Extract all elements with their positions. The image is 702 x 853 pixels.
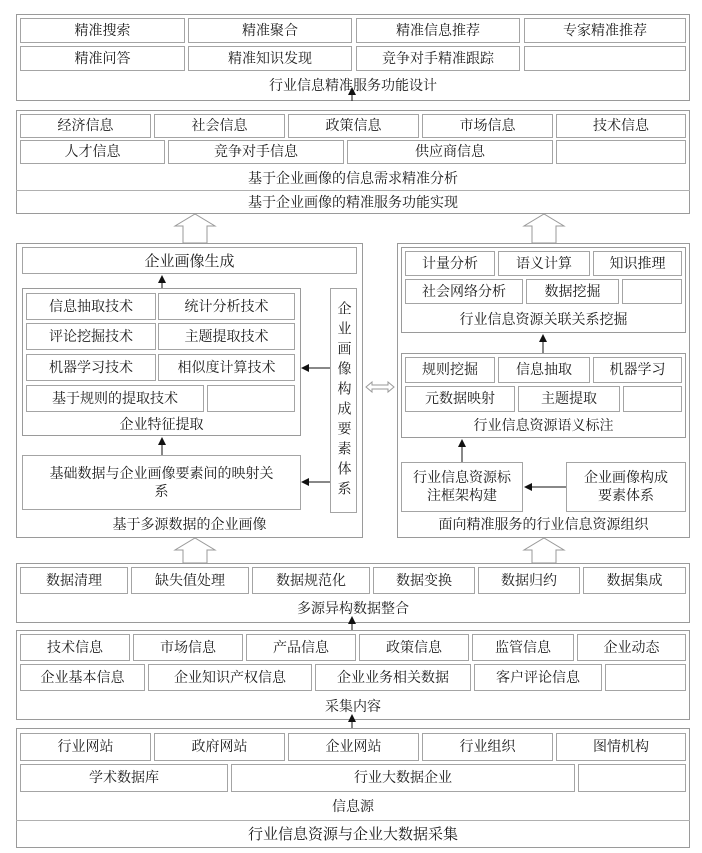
collect-policy-info: 政策信息 xyxy=(359,634,469,661)
annotation-machine-learning: 机器学习 xyxy=(593,357,682,383)
collect-technology-info: 技术信息 xyxy=(20,634,130,661)
source-academic-database: 学术数据库 xyxy=(20,764,228,792)
annotation-framework-construction: 行业信息资源标注框架构建 xyxy=(401,462,523,512)
collect-product-info: 产品信息 xyxy=(246,634,356,661)
fd-item-precise-qa: 精准问答 xyxy=(20,46,185,71)
integration-reduction: 数据归约 xyxy=(478,567,580,594)
integration-missing-value: 缺失值处理 xyxy=(131,567,249,594)
mining-data-mining: 数据挖掘 xyxy=(526,279,619,304)
demand-analysis-title: 基于企业画像的信息需求精准分析 xyxy=(248,171,458,187)
hollow-arrow-integration-to-organization xyxy=(524,538,564,563)
da-item-technology: 技术信息 xyxy=(556,114,686,138)
da-item-supplier: 供应商信息 xyxy=(347,140,553,164)
mining-quantitative-analysis: 计量分析 xyxy=(405,251,495,276)
collect-enterprise-basic-info: 企业基本信息 xyxy=(20,664,145,691)
enterprise-portrait-title: 基于多源数据的企业画像 xyxy=(112,517,267,533)
da-item-economic: 经济信息 xyxy=(20,114,151,138)
double-arrow-between-panels xyxy=(366,382,394,392)
annotation-info-extraction: 信息抽取 xyxy=(498,357,590,383)
annotation-empty-cell xyxy=(623,386,682,412)
annotation-metadata-mapping: 元数据映射 xyxy=(405,386,515,412)
fd-item-expert-recommend: 专家精准推荐 xyxy=(524,18,686,43)
da-item-social: 社会信息 xyxy=(154,114,285,138)
information-sources-title: 信息源 xyxy=(332,799,374,815)
portrait-generation: 企业画像生成 xyxy=(22,247,357,274)
collect-empty-cell xyxy=(605,664,686,691)
source-industry-organization: 行业组织 xyxy=(422,733,553,761)
tech-statistical-analysis: 统计分析技术 xyxy=(158,293,295,320)
da-empty-cell xyxy=(556,140,686,164)
portrait-element-system-vertical: 企业画像构成要素体系 xyxy=(330,288,357,513)
fd-item-knowledge-discovery: 精准知识发现 xyxy=(188,46,352,71)
mining-empty-cell xyxy=(622,279,682,304)
tech-info-extraction: 信息抽取技术 xyxy=(26,293,156,320)
hollow-arrow-portrait-to-demand xyxy=(175,214,215,243)
fd-item-precise-search: 精准搜索 xyxy=(20,18,185,43)
fd-item-precise-aggregation: 精准聚合 xyxy=(188,18,352,43)
collect-regulatory-info: 监管信息 xyxy=(472,634,574,661)
tech-rule-based-extraction: 基于规则的提取技术 xyxy=(26,385,204,412)
data-integration-title: 多源异构数据整合 xyxy=(297,601,409,617)
source-empty-cell xyxy=(578,764,686,792)
integration-transformation: 数据变换 xyxy=(373,567,475,594)
semantic-annotation-title: 行业信息资源语义标注 xyxy=(473,418,614,434)
tech-machine-learning: 机器学习技术 xyxy=(26,354,156,381)
tech-review-mining: 评论挖掘技术 xyxy=(26,323,156,350)
mining-semantic-computation: 语义计算 xyxy=(498,251,590,276)
source-library-institution: 图情机构 xyxy=(556,733,686,761)
collect-customer-reviews: 客户评论信息 xyxy=(474,664,602,691)
portrait-element-system-box: 企业画像构成要素体系 xyxy=(566,462,686,512)
mining-social-network-analysis: 社会网络分析 xyxy=(405,279,523,304)
fd-empty-cell xyxy=(524,46,686,71)
hollow-arrow-organization-to-demand xyxy=(524,214,564,243)
source-industry-website: 行业网站 xyxy=(20,733,151,761)
annotation-topic-extraction: 主题提取 xyxy=(518,386,620,412)
da-item-market: 市场信息 xyxy=(422,114,553,138)
association-mining-title: 行业信息资源关联关系挖掘 xyxy=(459,312,628,328)
hollow-arrow-integration-to-portrait xyxy=(175,538,215,563)
fd-item-competitor-tracking: 竞争对手精准跟踪 xyxy=(356,46,520,71)
integration-normalization: 数据规范化 xyxy=(252,567,370,594)
data-portrait-mapping: 基础数据与企业画像要素间的映射关系 xyxy=(22,455,301,510)
collect-intellectual-property: 企业知识产权信息 xyxy=(148,664,312,691)
tech-topic-extraction: 主题提取技术 xyxy=(158,323,295,350)
da-item-policy: 政策信息 xyxy=(288,114,419,138)
function-implementation-title: 基于企业画像的精准服务功能实现 xyxy=(16,190,690,212)
integration-data-cleaning: 数据清理 xyxy=(20,567,128,594)
resource-organization-title: 面向精准服务的行业信息资源组织 xyxy=(438,517,649,533)
source-enterprise-website: 企业网站 xyxy=(288,733,419,761)
source-government-website: 政府网站 xyxy=(154,733,285,761)
fd-item-precise-info-recommend: 精准信息推荐 xyxy=(356,18,520,43)
source-big-data-enterprise: 行业大数据企业 xyxy=(231,764,575,792)
collect-enterprise-news: 企业动态 xyxy=(577,634,686,661)
tech-similarity-computation: 相似度计算技术 xyxy=(158,354,295,381)
annotation-rule-mining: 规则挖掘 xyxy=(405,357,495,383)
data-collection-title: 行业信息资源与企业大数据采集 xyxy=(16,820,690,846)
function-design-title: 行业信息精准服务功能设计 xyxy=(269,78,437,94)
tech-empty-cell xyxy=(207,385,295,412)
collect-business-data: 企业业务相关数据 xyxy=(315,664,471,691)
collection-content-title: 采集内容 xyxy=(325,699,381,715)
da-item-talent: 人才信息 xyxy=(20,140,165,164)
feature-extraction-title: 企业特征提取 xyxy=(119,417,204,433)
collect-market-info: 市场信息 xyxy=(133,634,243,661)
da-item-competitor: 竞争对手信息 xyxy=(168,140,344,164)
integration-data-integration: 数据集成 xyxy=(583,567,686,594)
mining-knowledge-reasoning: 知识推理 xyxy=(593,251,682,276)
